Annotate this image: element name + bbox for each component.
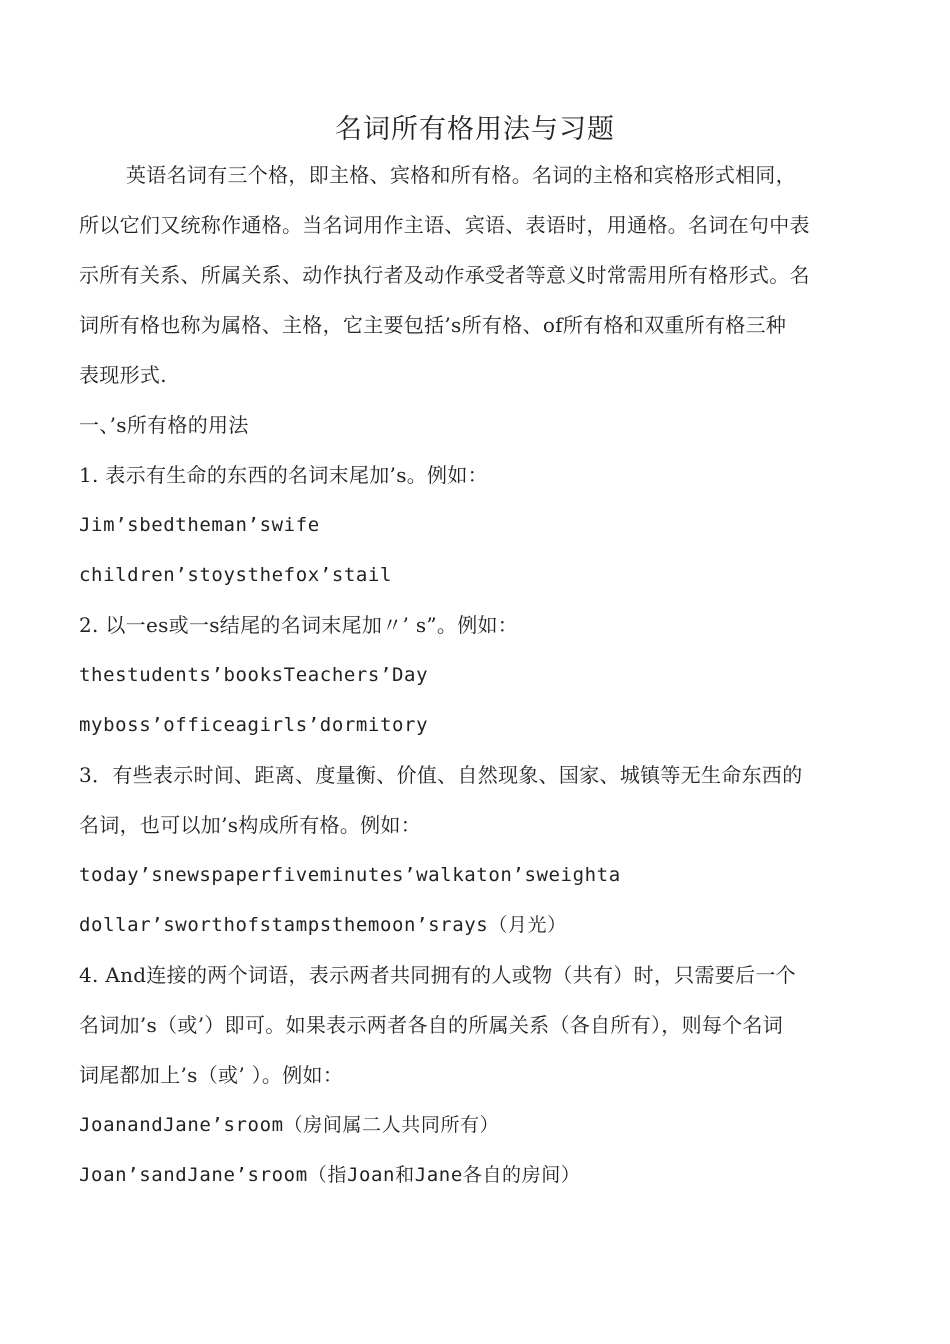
- rule-3-example: dollar’sworthofstampsthemoon’srays（月光）: [79, 914, 567, 936]
- intro-paragraph-line: 示所有关系、所属关系、动作执行者及动作承受者等意义时常需用所有格形式。名: [79, 263, 810, 287]
- rule-4-text: 名词加’s（或’）即可。如果表示两者各自的所属关系（各自所有），则每个名词: [79, 1013, 784, 1037]
- rule-4-example: Joan’sandJane’sroom（指Joan和Jane各自的房间）: [79, 1164, 581, 1186]
- rule-3-example: today’snewspaperfiveminutes’walkaton’sweighta: [79, 864, 621, 886]
- intro-paragraph-line: 英语名词有三个格，即主格、宾格和所有格。名词的主格和宾格形式相同，: [126, 163, 796, 187]
- rule-1-text: 1. 表示有生命的东西的名词末尾加’s。例如：: [79, 463, 488, 487]
- rule-2-text: 2. 以一es或一s结尾的名词末尾加〃’ s”。例如：: [79, 613, 519, 637]
- rule-3-text: 3．有些表示时间、距离、度量衡、价值、自然现象、国家、城镇等无生命东西的: [79, 763, 803, 787]
- rule-3-text: 名词，也可以加’s构成所有格。例如：: [79, 813, 422, 837]
- intro-paragraph-line: 所以它们又统称作通格。当名词用作主语、宾语、表语时，用通格。名词在句中表: [79, 213, 810, 237]
- rule-2-example: myboss’officeagirls’dormitory: [79, 714, 429, 736]
- rule-1-example: children’stoysthefox’stail: [79, 564, 393, 586]
- intro-paragraph-line: 词所有格也称为属格、主格，它主要包括’s所有格、of所有格和双重所有格三种: [79, 313, 787, 337]
- rule-2-example: thestudents’booksTeachers’Day: [79, 664, 429, 686]
- section-heading: 一、’s所有格的用法: [79, 413, 249, 437]
- rule-1-example: Jim’sbedtheman’swife: [79, 514, 320, 536]
- rule-4-text: 4. And连接的两个词语，表示两者共同拥有的人或物（共有）时，只需要后一个: [79, 963, 796, 987]
- rule-4-example: JoanandJane’sroom（房间属二人共同所有）: [79, 1114, 500, 1136]
- intro-paragraph-line: 表现形式.: [79, 363, 167, 387]
- rule-4-text: 词尾都加上’s（或’ ）。例如：: [79, 1063, 344, 1087]
- page-title: 名词所有格用法与习题: [335, 114, 615, 145]
